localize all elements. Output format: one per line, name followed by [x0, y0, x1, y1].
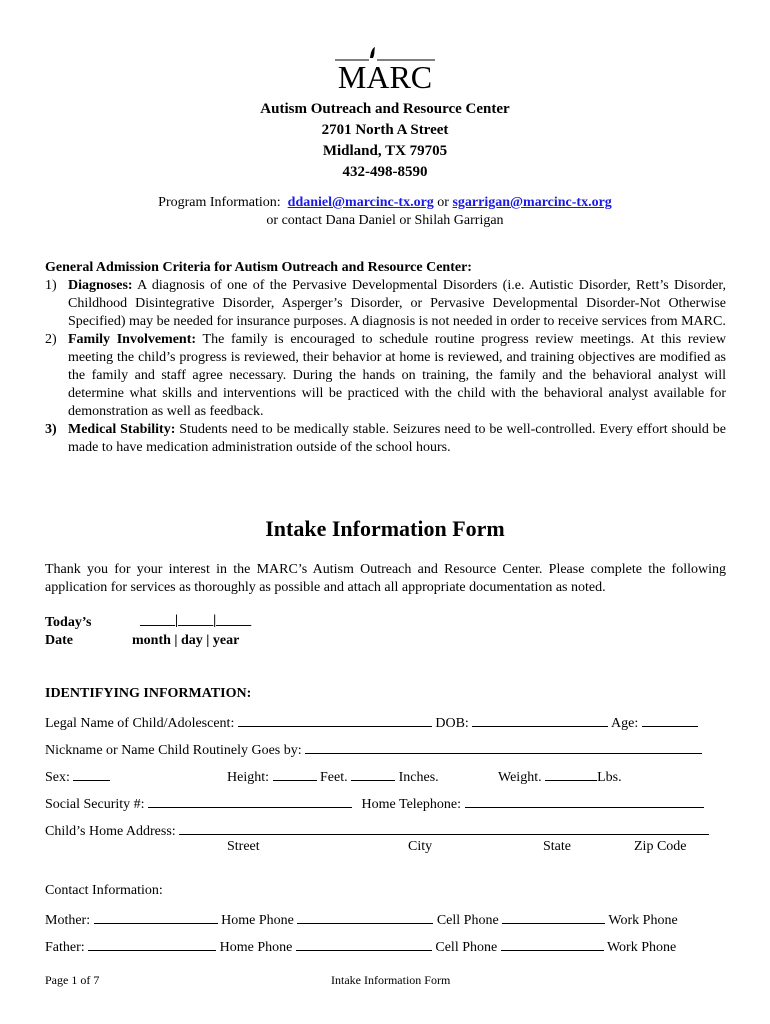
- criteria-item: 2) Family Involvement: The family is encouraged to schedule routine progress review meetings. At this review meeting the child’s progress is reviewed, their behavior at home is reviewed, and training objectives are modified as the family and staff agree necessary. During the hands on training, the family and the behavioral analyst will determine what skills and interventions will be practiced with the child with the behavioral analyst available for demonstration as well as feedback.: [45, 332, 727, 419]
- age-field[interactable]: [642, 713, 698, 727]
- height-inches-field[interactable]: [351, 767, 395, 781]
- footer-title: Intake Information Form: [331, 973, 451, 987]
- row-nickname: Nickname or Name Child Routinely Goes by:: [45, 740, 726, 759]
- date-field[interactable]: _____|_____|_____: [140, 613, 252, 628]
- mother-name-field[interactable]: [94, 910, 218, 924]
- flame-icon: [370, 47, 375, 58]
- form-intro: Thank you for your interest in the MARC’s Autism Outreach and Resource Center. Please complete the following application for services as thoroughly as possible and attach all appropriate documentation as noted.: [45, 562, 726, 595]
- org-phone: 432-498-8590: [342, 164, 428, 180]
- row-legal-name: Legal Name of Child/Adolescent: DOB: Age:: [45, 713, 726, 732]
- address-state-label: State: [543, 839, 571, 854]
- mother-home-phone-field[interactable]: [297, 910, 433, 924]
- row-address: Child’s Home Address:: [45, 821, 726, 840]
- home-address-field[interactable]: [179, 821, 709, 835]
- org-street: 2701 North A Street: [321, 122, 449, 138]
- address-city-label: City: [408, 839, 433, 854]
- mother-cell-phone-field[interactable]: [502, 910, 605, 924]
- todays-label: Today’s: [45, 615, 92, 630]
- identifying-heading: IDENTIFYING INFORMATION:: [45, 686, 252, 701]
- address-zip-label: Zip Code: [634, 839, 687, 854]
- org-city: Midland, TX 79705: [322, 143, 448, 159]
- contact-heading: Contact Information:: [45, 883, 163, 898]
- date-label: Date: [45, 633, 73, 648]
- org-name: Autism Outreach and Resource Center: [260, 101, 510, 117]
- program-info: Program Information: ddaniel@marcinc-tx.org or sgarrigan@marcinc-tx.org: [158, 195, 612, 210]
- row-ssn: Social Security #: Home Telephone:: [45, 794, 726, 813]
- marc-logo: [333, 46, 437, 94]
- weight-field[interactable]: [545, 767, 597, 781]
- email-link-ddaniel[interactable]: ddaniel@marcinc-tx.org: [287, 195, 434, 210]
- home-telephone-field[interactable]: [465, 794, 704, 808]
- row-mother: Mother: Home Phone Cell Phone Work Phone: [45, 910, 726, 929]
- height-feet-field[interactable]: [273, 767, 317, 781]
- criteria-item: 1) Diagnoses: A diagnosis of one of the Pervasive Developmental Disorders (i.e. Autistic Disorder, Rett’s Disorder, Childhood Disintegrative Disorder, Asperger’s Disorder, or Pervasive Developmental Disorder-Not Otherwise Specified) may be needed for insurance purposes. A diagnosis is not needed in order to receive services from MARC.: [45, 278, 726, 329]
- address-street-label: Street: [227, 839, 260, 854]
- admission-criteria: [45, 259, 726, 457]
- father-home-phone-field[interactable]: [296, 937, 432, 951]
- page-number: Page 1 of 7: [45, 973, 100, 987]
- criteria-heading: General Admission Criteria for Autism Outreach and Resource Center:: [45, 260, 472, 275]
- program-contact: or contact Dana Daniel or Shilah Garrigan: [266, 213, 504, 228]
- row-father: Father: Home Phone Cell Phone Work Phone: [45, 937, 726, 956]
- svg-text:MARC: MARC: [337, 59, 433, 94]
- father-cell-phone-field[interactable]: [501, 937, 604, 951]
- sex-field[interactable]: [73, 767, 110, 781]
- criteria-item: 3) Medical Stability: Students need to be medically stable. Seizures need to be well-controlled. Every effort should be made to have medication administration outside of the school hours.: [45, 422, 727, 455]
- dob-field[interactable]: [472, 713, 608, 727]
- ssn-field[interactable]: [148, 794, 352, 808]
- date-parts-label: month | day | year: [132, 633, 240, 648]
- father-name-field[interactable]: [88, 937, 216, 951]
- nickname-field[interactable]: [305, 740, 702, 754]
- legal-name-field[interactable]: [238, 713, 432, 727]
- email-link-sgarrigan[interactable]: sgarrigan@marcinc-tx.org: [452, 195, 612, 210]
- form-title: Intake Information Form: [265, 516, 505, 541]
